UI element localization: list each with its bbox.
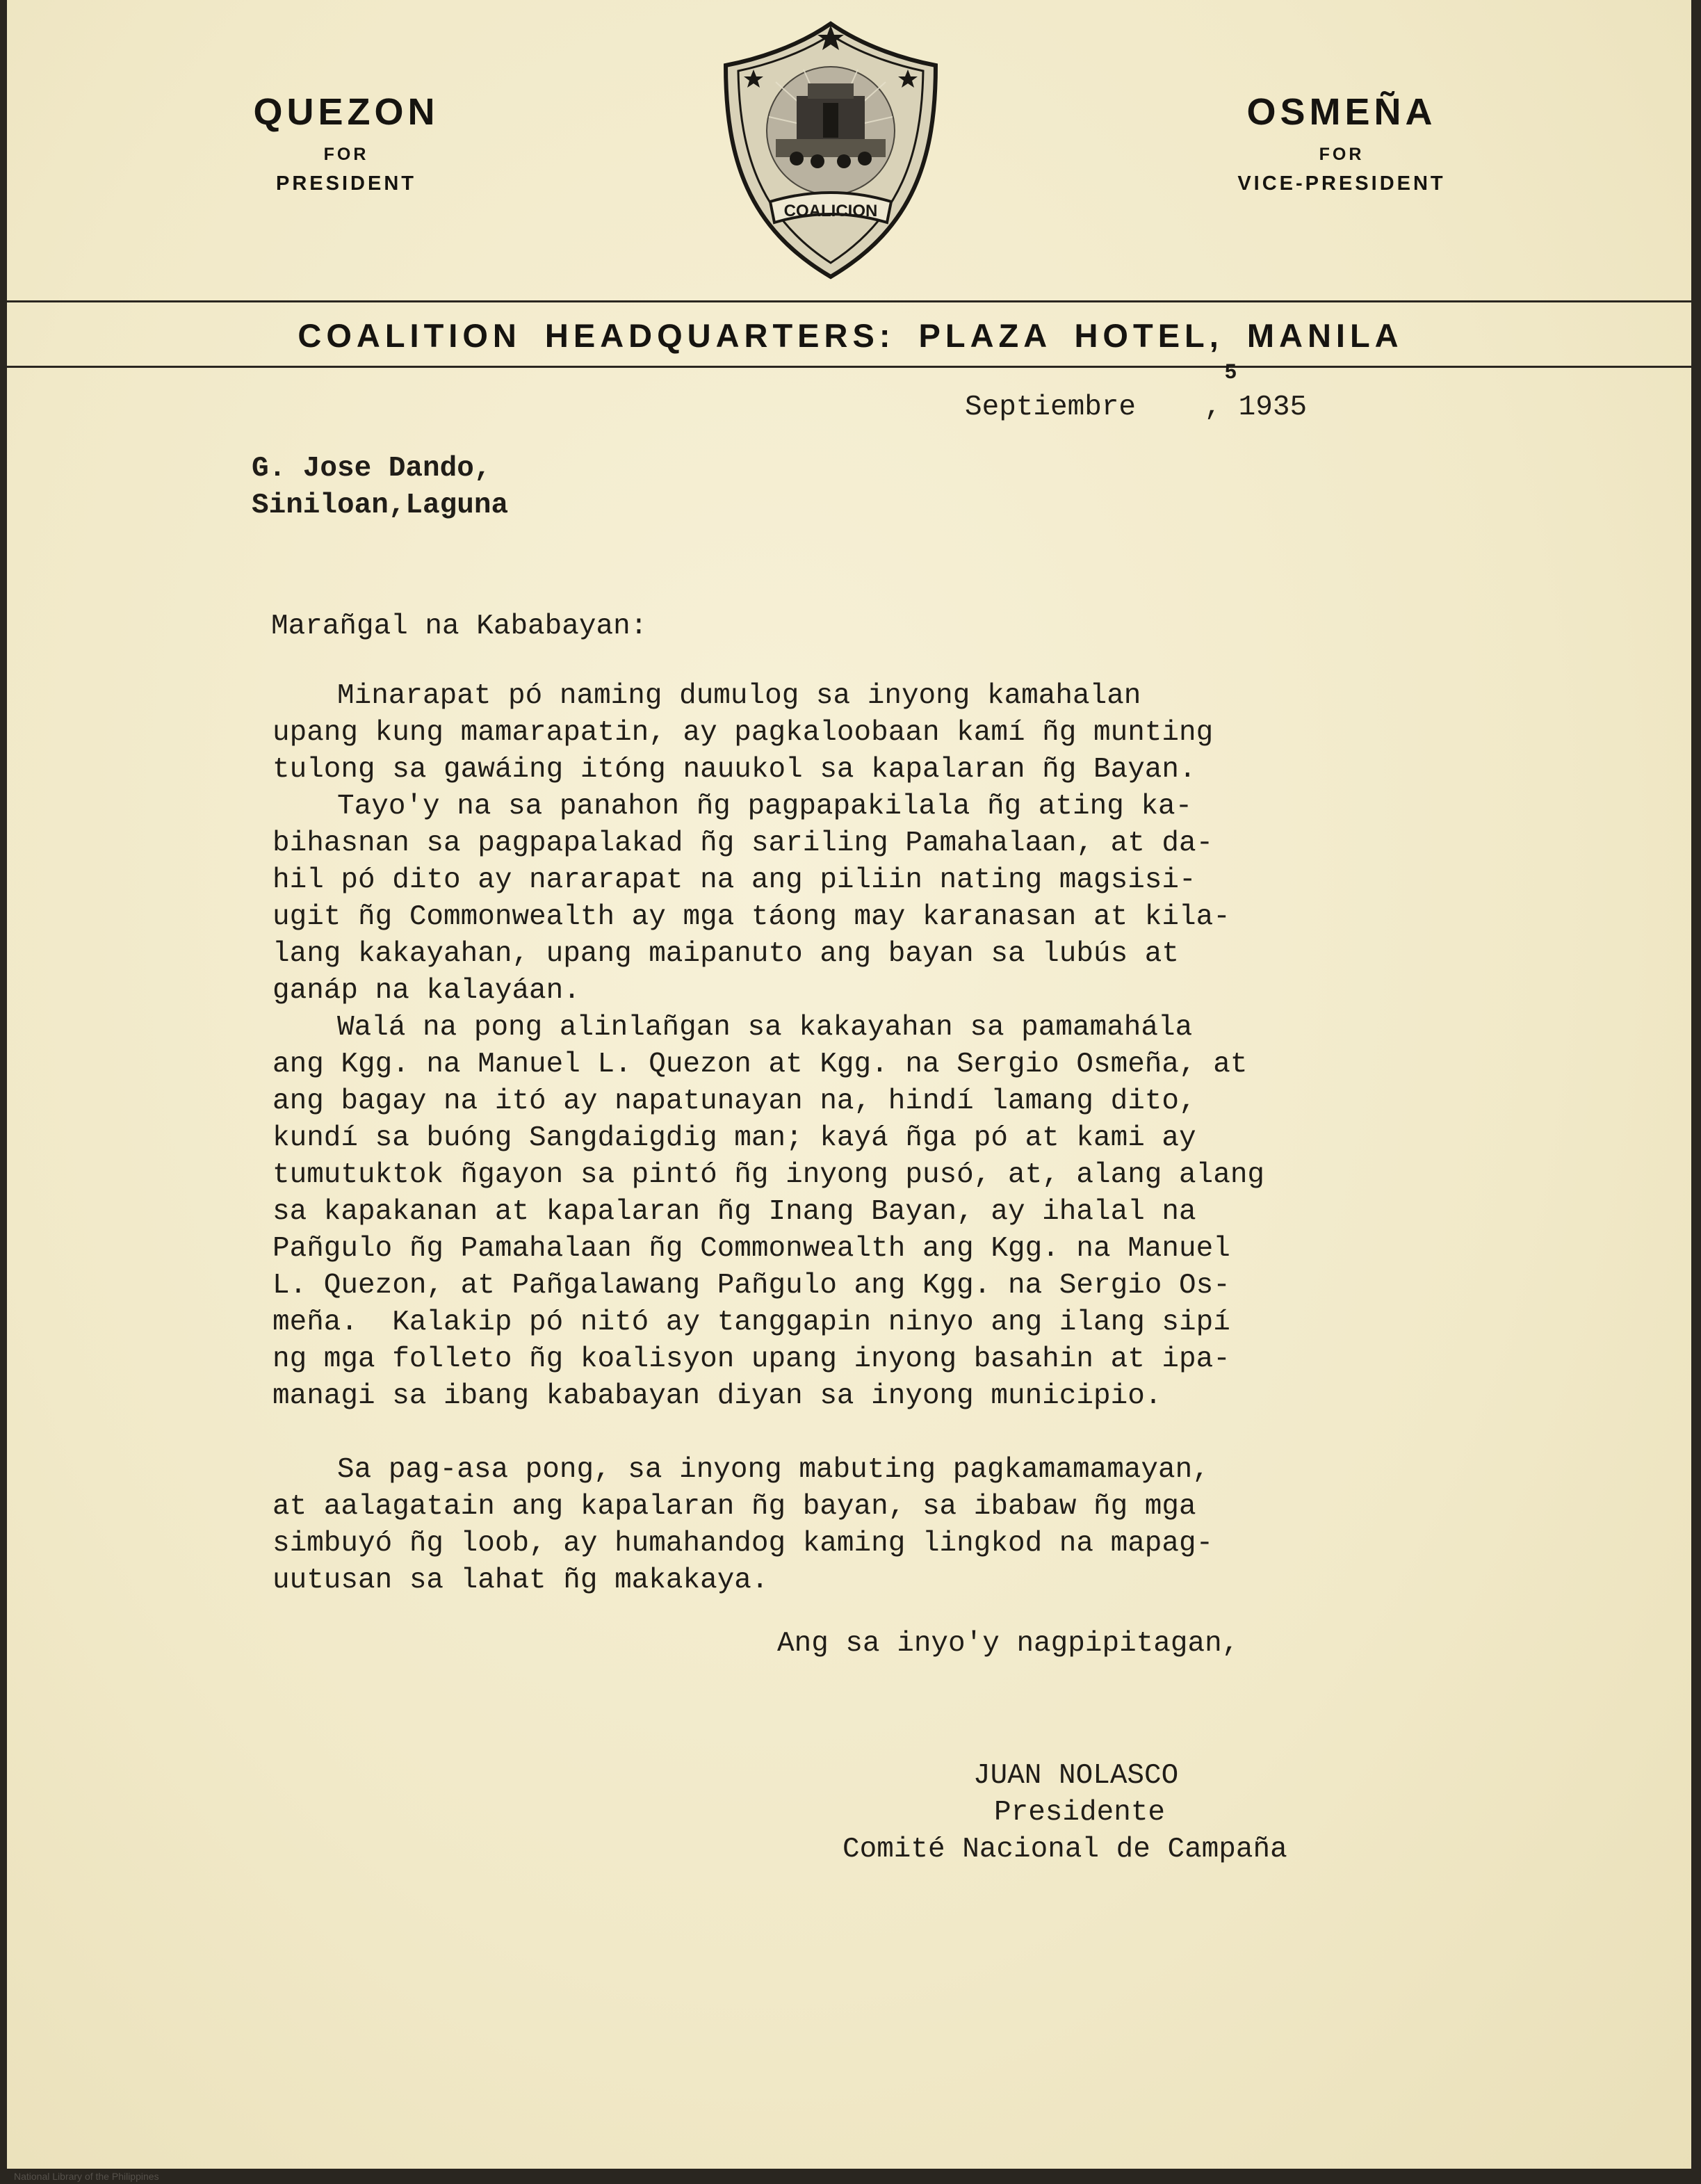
body-line: ng mga folleto ñg koalisyon upang inyong basahin at ipa- xyxy=(272,1343,1230,1375)
closing-line: at aalagatain ang kapalaran ñg bayan, sa ibabaw ñg mga xyxy=(272,1491,1196,1523)
signatory-organization: Comité Nacional de Campaña xyxy=(843,1834,1287,1866)
body-line: kundí sa buóng Sangdaigdig man; kayá ñga pó at kami ay xyxy=(272,1122,1196,1154)
body-line: Walá na pong alinlañgan sa kakayahan sa pamamahála xyxy=(252,1012,1193,1044)
scan-edge-bottom xyxy=(0,2169,1701,2184)
closing-line: simbuyó ñg loob, ay humahandog kaming lingkod na mapag- xyxy=(272,1528,1214,1560)
headquarters-address: COALITION HEADQUARTERS: PLAZA HOTEL, MANILA xyxy=(298,317,1403,354)
signatory-name: JUAN NOLASCO xyxy=(973,1760,1179,1792)
salutation: Marañgal na Kababayan: xyxy=(271,610,648,642)
signatory-title: Presidente xyxy=(994,1797,1166,1829)
emblem-label: COALICION xyxy=(783,202,878,220)
letterhead-rule-top xyxy=(0,300,1701,302)
body-line: Tayo'y na sa panahon ñg pagpapakilala ñg ating ka- xyxy=(252,791,1193,823)
body-line: tumutuktok ñgayon sa pintó ñg inyong pusó, at, alang alang xyxy=(272,1159,1265,1191)
body-line: L. Quezon, at Pañgalawang Pañgulo ang Kgg. na Sergio Os- xyxy=(272,1270,1230,1302)
addressee-name: G. Jose Dando, xyxy=(252,453,491,485)
body-line: hil pó dito ay nararapat na ang piliin nating magsisi- xyxy=(272,864,1196,896)
body-line: lang kakayahan, upang maipanuto ang bayan sa lubús at xyxy=(272,938,1180,970)
body-line: ang bagay na itó ay napatunayan na, hindí lamang dito, xyxy=(272,1085,1196,1117)
candidate-president-office: PRESIDENT xyxy=(276,172,416,195)
candidate-president-name: QUEZON xyxy=(253,91,439,133)
candidate-vice-president-for: FOR xyxy=(1319,145,1365,164)
archive-footer: National Library of the Philippines xyxy=(14,2171,159,2182)
body-line: meña. Kalakip pó nitó ay tanggapin ninyo ang ilang sipí xyxy=(272,1307,1230,1338)
stamped-day: 5 xyxy=(1225,360,1237,383)
candidate-president-for: FOR xyxy=(323,145,369,164)
body-line: upang kung mamarapatin, ay pagkaloobaan kamí ñg munting xyxy=(272,717,1214,749)
body-line: sa kapakanan at kapalaran ñg Inang Bayan, ay ihalal na xyxy=(272,1196,1196,1228)
addressee-place: Siniloan,Laguna xyxy=(252,490,509,521)
body-line: ang Kgg. na Manuel L. Quezon at Kgg. na Sergio Osmeña, at xyxy=(272,1049,1248,1081)
candidate-vice-president-name: OSMEÑA xyxy=(1246,91,1437,133)
body-line: Pañgulo ñg Pamahalaan ñg Commonwealth ang Kgg. na Manuel xyxy=(272,1233,1230,1265)
body-line: ugit ñg Commonwealth ay mga táong may karanasan at kila- xyxy=(272,901,1230,933)
letterhead-rule-bottom xyxy=(0,366,1701,368)
body-line: Minarapat pó naming dumulog sa inyong kamahalan xyxy=(252,680,1141,712)
body-line: ganáp na kalayáan. xyxy=(272,975,580,1007)
complimentary-close: Ang sa inyo'y nagpipitagan, xyxy=(777,1628,1239,1660)
closing-line: Sa pag-asa pong, sa inyong mabuting pagkamamamayan, xyxy=(252,1454,1210,1486)
letter-date: Septiembre , 1935 xyxy=(965,391,1308,423)
body-line: tulong sa gawáing itóng nauukol sa kapalaran ñg Bayan. xyxy=(272,754,1196,786)
body-line: bihasnan sa pagpapalakad ñg sariling Pamahalaan, at da- xyxy=(272,827,1214,859)
closing-line: uutusan sa lahat ñg makakaya. xyxy=(272,1564,769,1596)
coalicion-shield-emblem xyxy=(720,19,941,281)
candidate-vice-president-office: VICE-PRESIDENT xyxy=(1237,172,1446,195)
body-line: managi sa ibang kababayan diyan sa inyong municipio. xyxy=(272,1380,1162,1412)
